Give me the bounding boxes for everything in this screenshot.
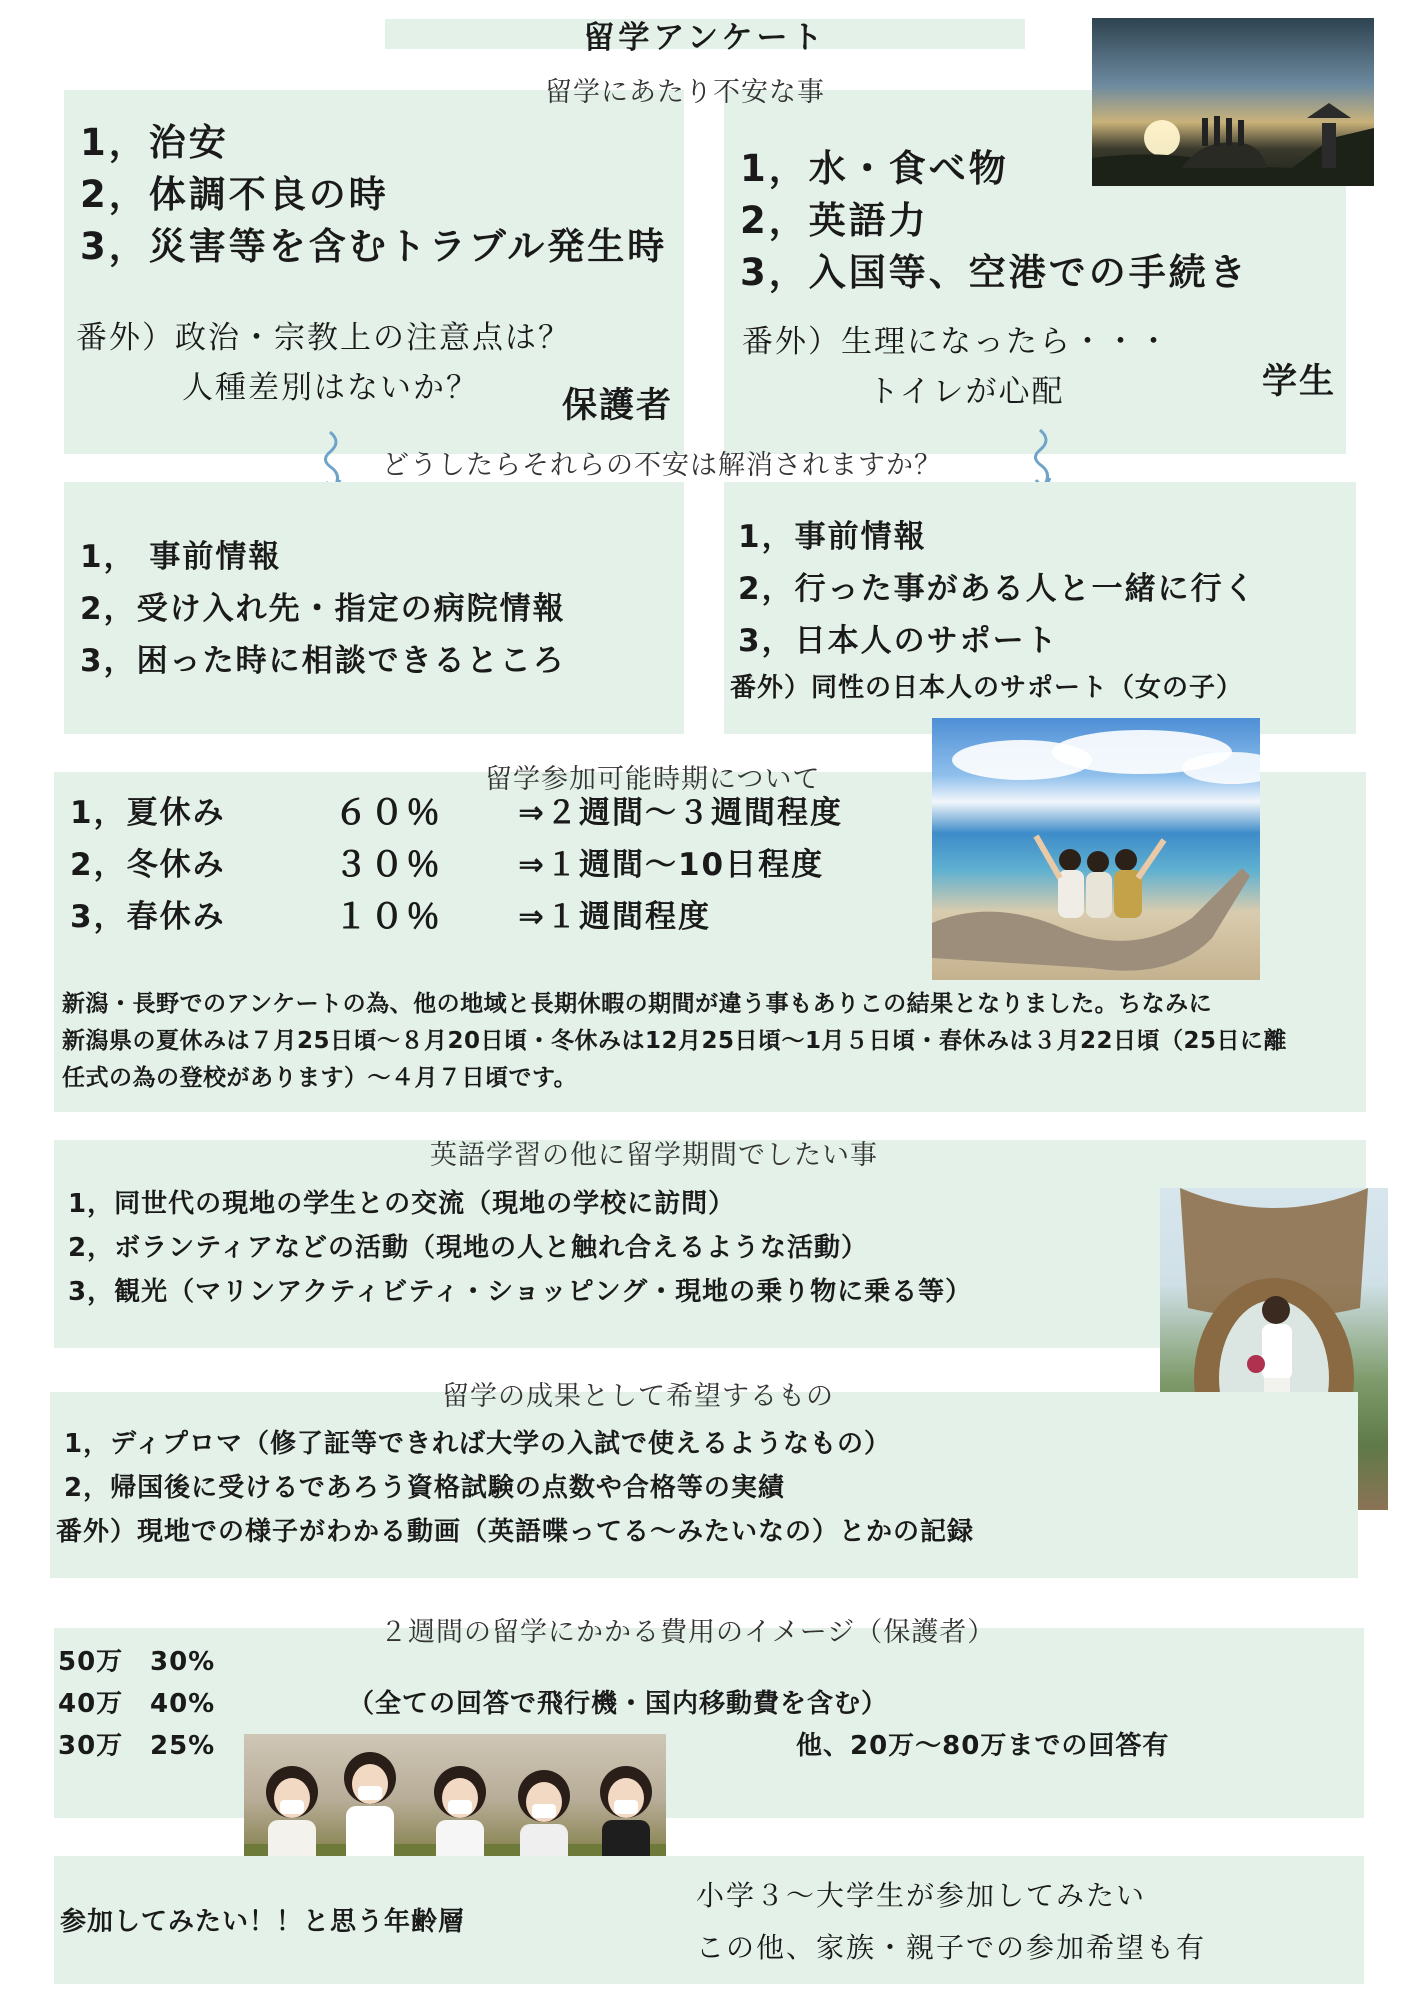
list-item: 3，困った時に相談できるところ: [80, 643, 566, 679]
age-line-1: 小学３〜大学生が参加してみたい: [696, 1879, 1147, 1912]
list-item: 1，ディプロマ（修了証等できれば大学の入試で使えるようなもの）: [64, 1429, 892, 1459]
guardian-solutions-list: [80, 531, 566, 687]
list-item: 2，行った事がある人と一緒に行く: [738, 571, 1257, 607]
period-pct: ３０％: [334, 845, 442, 885]
list-item: 1，同世代の現地の学生との交流（現地の学校に訪問）: [68, 1189, 736, 1219]
activities-heading: 英語学習の他に留学期間でしたい事: [430, 1140, 878, 1171]
cost-heading: ２週間の留学にかかる費用のイメージ（保護者）: [380, 1617, 996, 1648]
list-item: 2，受け入れ先・指定の病院情報: [80, 591, 566, 627]
guardian-extra-2: 人種差別はないか？: [182, 370, 479, 406]
cost-amount: 50万: [58, 1647, 124, 1677]
period-pct: １０％: [334, 897, 442, 937]
list-item: 1，水・食べ物: [740, 147, 1009, 190]
outcomes-heading: 留学の成果として希望するもの: [442, 1381, 834, 1412]
period-length: ⇒２週間〜３週間程度: [518, 795, 843, 831]
period-length: ⇒１週間〜10日程度: [518, 847, 825, 883]
age-label: 参加してみたい！！と思う年齢層: [60, 1907, 466, 1937]
student-extra-2: トイレが心配: [868, 374, 1065, 410]
period-length: ⇒１週間程度: [518, 899, 711, 935]
list-item: 番外）現地での様子がわかる動画（英語喋ってる〜みたいなの）とかの記録: [56, 1517, 975, 1547]
cost-pct: 40%: [150, 1689, 216, 1719]
period-season: 3，春休み: [70, 899, 226, 935]
period-pct: ６０％: [334, 793, 442, 833]
list-item: 3，入国等、空港での手続き: [740, 251, 1249, 294]
activities-list: [68, 1182, 972, 1314]
photo-sunset-hands: [1092, 18, 1374, 186]
cost-pct: 25%: [150, 1731, 216, 1761]
periods-heading: 留学参加可能時期について: [485, 764, 821, 795]
periods-note: [62, 986, 1287, 1097]
period-season: 1，夏休み: [70, 795, 226, 831]
student-solutions-extra: 番外）同性の日本人のサポート（女の子）: [730, 673, 1244, 703]
student-extra-1: 番外）生理になったら・・・: [742, 324, 1171, 360]
guardian-worries-list: [80, 117, 667, 273]
list-item: 1，事前情報: [738, 519, 927, 555]
list-item: 1， 事前情報: [80, 539, 282, 575]
age-line-2: この他、家族・親子での参加希望も有: [696, 1931, 1207, 1964]
list-item: 2，体調不良の時: [80, 173, 389, 216]
photo-beach: [932, 718, 1260, 980]
list-item: 3，日本人のサポート: [738, 623, 1059, 659]
list-item: 2，帰国後に受けるであろう資格試験の点数や合格等の実績: [64, 1473, 785, 1503]
note-line: 任式の為の登校があります）〜４月７日頃です。: [62, 1065, 578, 1091]
page-title: 留学アンケート: [583, 20, 827, 56]
note-line: 新潟県の夏休みは７月25日頃〜８月20日頃・冬休みは12月25日頃〜1月５日頃・春休みは３月22日頃（25日に離: [62, 1028, 1288, 1054]
list-item: 2，ボランティアなどの活動（現地の人と触れ合えるような活動）: [68, 1233, 869, 1263]
student-label: 学生: [1262, 362, 1337, 402]
list-item: 3，災害等を含むトラブル発生時: [80, 225, 668, 268]
cost-pct: 30%: [150, 1647, 216, 1677]
note-line: 新潟・長野でのアンケートの為、他の地域と長期休暇の期間が違う事もありこの結果となりました。ちなみに: [62, 991, 1213, 1017]
list-item: 3，観光（マリンアクティビティ・ショッピング・現地の乗り物に乗る等）: [68, 1277, 973, 1307]
list-item: 1，治安: [80, 121, 229, 164]
cost-other: 他、20万〜80万までの回答有: [796, 1731, 1170, 1761]
worries-heading: 留学にあたり不安な事: [545, 77, 825, 108]
cost-amount: 40万: [58, 1689, 124, 1719]
student-solutions-list: [738, 511, 1257, 667]
list-item: 2，英語力: [740, 199, 929, 242]
guardian-label: 保護者: [562, 386, 674, 426]
cost-amount: 30万: [58, 1731, 124, 1761]
period-season: 2，冬休み: [70, 847, 226, 883]
guardian-extra-1: 番外）政治・宗教上の注意点は？: [76, 320, 571, 356]
outcomes-list: [56, 1422, 974, 1554]
solutions-heading: どうしたらそれらの不安は解消されますか？: [382, 450, 942, 481]
cost-note: （全ての回答で飛行機・国内移動費を含む）: [348, 1689, 889, 1719]
